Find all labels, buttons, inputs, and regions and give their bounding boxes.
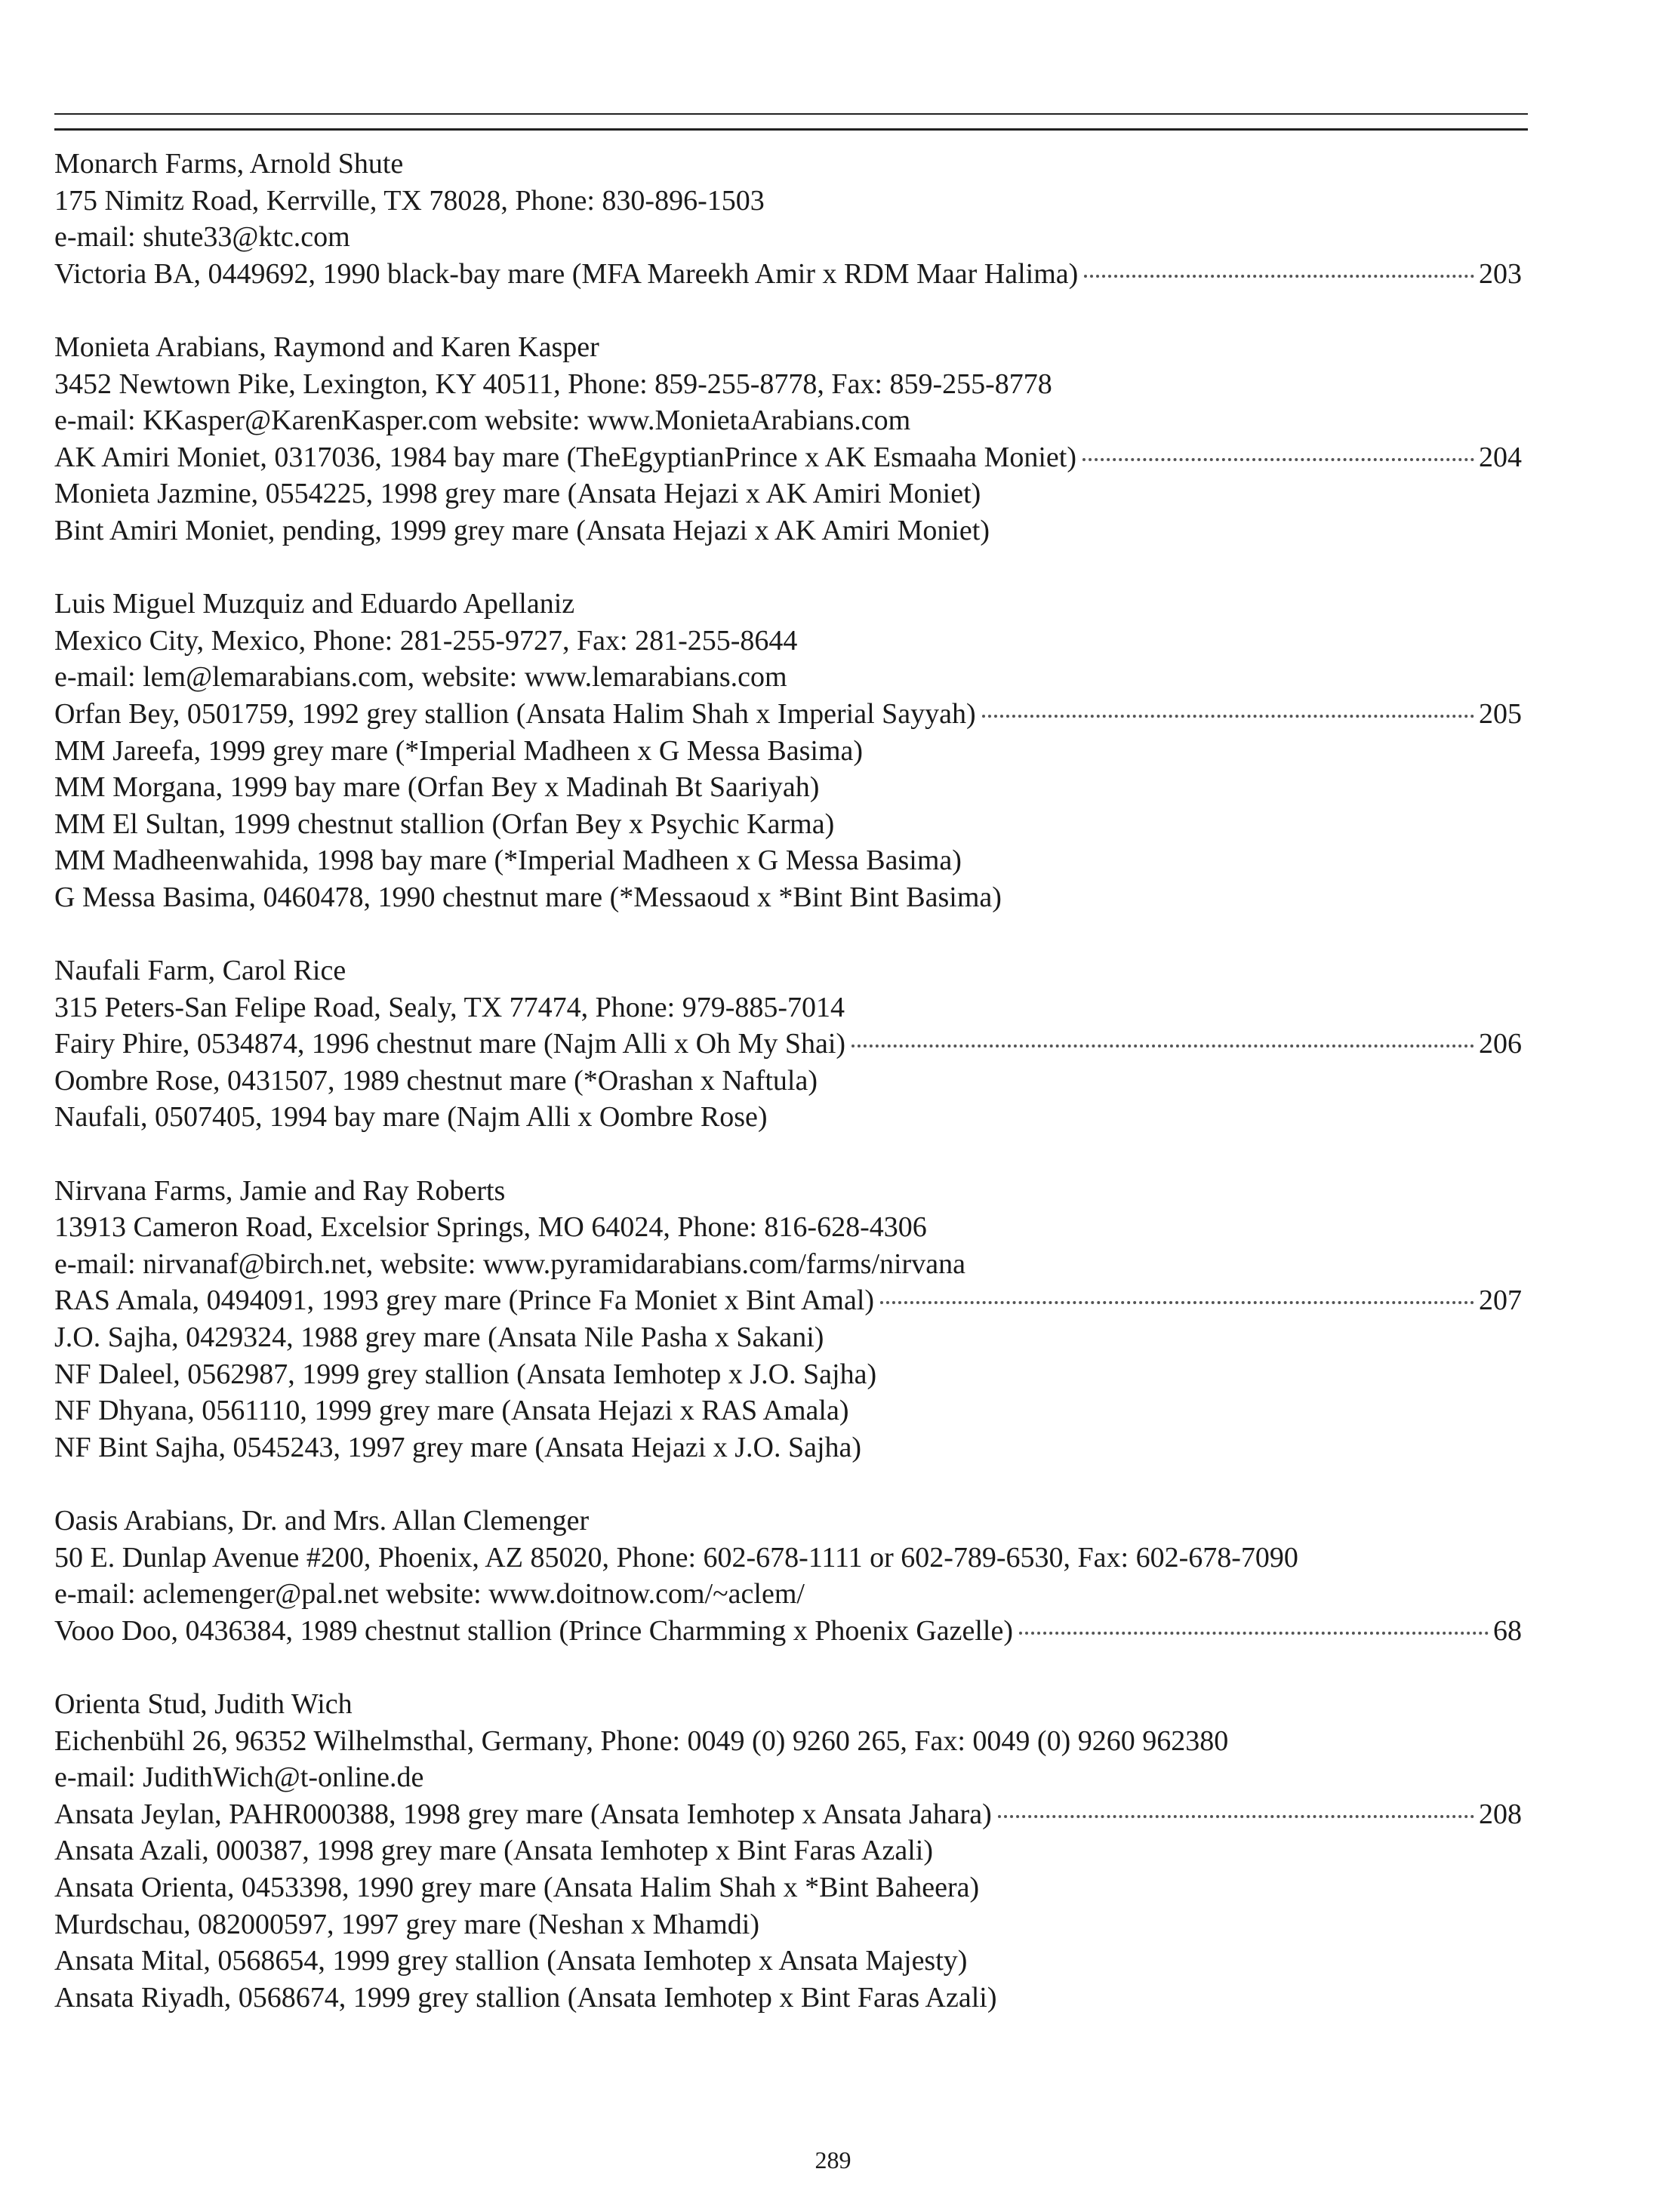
owner-name: Orienta Stud, Judith Wich	[54, 1687, 353, 1720]
owner-contact: e-mail: nirvanaf@birch.net, website: www.pyramidarabians.com/farms/nirvana	[54, 1248, 965, 1280]
owner-address: 175 Nimitz Road, Kerrville, TX 78028, Phone: 830-896-1503	[54, 184, 765, 217]
page-reference: 203	[1479, 257, 1522, 290]
horse-listing	[54, 1429, 1522, 1466]
horse-listing	[54, 475, 1522, 512]
owner-name: Oasis Arabians, Dr. and Mrs. Allan Clemenger	[54, 1504, 590, 1537]
page-reference: 207	[1479, 1284, 1522, 1317]
horse-listing	[54, 733, 1522, 770]
horse-description: Naufali, 0507405, 1994 bay mare (Najm Alli x Oombre Rose)	[54, 1101, 768, 1134]
breeder-directory	[54, 146, 1522, 2053]
horse-description: MM Madheenwahida, 1998 bay mare (*Imperial Madheen x G Messa Basima)	[54, 844, 962, 877]
horse-description: RAS Amala, 0494091, 1993 grey mare (Prince Fa Moniet x Bint Amal)	[54, 1284, 875, 1317]
horse-listing	[54, 1063, 1522, 1100]
horse-listing	[54, 1392, 1522, 1429]
owner-name: Monarch Farms, Arnold Shute	[54, 148, 404, 180]
horse-description: Vooo Doo, 0436384, 1989 chestnut stallion (Prince Charmming x Phoenix Gazelle)	[54, 1614, 1014, 1647]
horse-listing	[54, 1099, 1522, 1136]
horse-description: NF Dhyana, 0561110, 1999 grey mare (Ansata Hejazi x RAS Amala)	[54, 1395, 849, 1427]
breeder-entry	[54, 329, 1522, 549]
dot-leader	[998, 1815, 1474, 1818]
horse-description: NF Daleel, 0562987, 1999 grey stallion (Ansata Iemhotep x J.O. Sajha)	[54, 1358, 877, 1390]
horse-description: NF Bint Sajha, 0545243, 1997 grey mare (Ansata Hejazi x J.O. Sajha)	[54, 1431, 862, 1463]
horse-listing	[54, 512, 1522, 549]
horse-description: Oombre Rose, 0431507, 1989 chestnut mare (*Orashan x Naftula)	[54, 1064, 818, 1097]
horse-listing	[54, 1943, 1522, 1980]
dot-leader	[982, 715, 1474, 718]
dot-leader	[1082, 458, 1474, 461]
breeder-entry	[54, 1173, 1522, 1466]
breeder-entry	[54, 952, 1522, 1136]
page-reference: 68	[1493, 1614, 1522, 1647]
horse-listing	[54, 842, 1522, 879]
dot-leader	[851, 1044, 1474, 1048]
horse-description: Ansata Orienta, 0453398, 1990 grey mare (Ansata Halim Shah x *Bint Baheera)	[54, 1871, 980, 1903]
breeder-entry	[54, 586, 1522, 915]
owner-contact: e-mail: lem@lemarabians.com, website: www.lemarabians.com	[54, 661, 787, 694]
owner-address: 3452 Newtown Pike, Lexington, KY 40511, Phone: 859-255-8778, Fax: 859-255-8778	[54, 368, 1052, 400]
horse-listing	[54, 1906, 1522, 1943]
owner-address: 315 Peters-San Felipe Road, Sealy, TX 77474, Phone: 979-885-7014	[54, 991, 845, 1023]
horse-description: Orfan Bey, 0501759, 1992 grey stallion (Ansata Halim Shah x Imperial Sayyah)	[54, 697, 976, 730]
horse-description: MM El Sultan, 1999 chestnut stallion (Orfan Bey x Psychic Karma)	[54, 808, 835, 840]
horse-description: Victoria BA, 0449692, 1990 black-bay mare (MFA Mareekh Amir x RDM Maar Halima)	[54, 257, 1079, 290]
page-reference: 205	[1479, 697, 1522, 730]
owner-name: Luis Miguel Muzquiz and Eduardo Apellaniz	[54, 588, 575, 620]
horse-description: Fairy Phire, 0534874, 1996 chestnut mare (Najm Alli x Oh My Shai)	[54, 1028, 846, 1060]
horse-listing	[54, 1832, 1522, 1869]
header-rule-thin	[54, 113, 1528, 115]
horse-listing	[54, 696, 1522, 733]
page-reference: 206	[1479, 1028, 1522, 1060]
horse-listing	[54, 256, 1522, 293]
horse-listing	[54, 439, 1522, 476]
owner-contact: e-mail: KKasper@KarenKasper.com website: www.MonietaArabians.com	[54, 405, 911, 437]
horse-description: Ansata Riyadh, 0568674, 1999 grey stallion (Ansata Iemhotep x Bint Faras Azali)	[54, 1981, 997, 2014]
owner-name: Nirvana Farms, Jamie and Ray Roberts	[54, 1174, 506, 1207]
horse-listing	[54, 806, 1522, 843]
horse-listing	[54, 769, 1522, 806]
horse-listing	[54, 1319, 1522, 1356]
owner-contact: e-mail: aclemenger@pal.net website: www.doitnow.com/~aclem/	[54, 1578, 805, 1611]
breeder-entry	[54, 1686, 1522, 2016]
horse-description: Bint Amiri Moniet, pending, 1999 grey mare (Ansata Hejazi x AK Amiri Moniet)	[54, 514, 990, 546]
horse-listing	[54, 1282, 1522, 1319]
horse-description: G Messa Basima, 0460478, 1990 chestnut mare (*Messaoud x *Bint Bint Basima)	[54, 881, 1002, 913]
owner-name: Naufali Farm, Carol Rice	[54, 955, 346, 987]
owner-address: 50 E. Dunlap Avenue #200, Phoenix, AZ 85020, Phone: 602-678-1111 or 602-789-6530, Fax: 602-678-7090	[54, 1541, 1298, 1574]
horse-description: Ansata Mital, 0568654, 1999 grey stallion (Ansata Iemhotep x Ansata Majesty)	[54, 1945, 968, 1977]
horse-description: Ansata Azali, 000387, 1998 grey mare (Ansata Iemhotep x Bint Faras Azali)	[54, 1835, 933, 1867]
dot-leader	[1084, 275, 1474, 278]
page-reference: 204	[1479, 441, 1522, 473]
horse-listing	[54, 1026, 1522, 1063]
owner-address: Mexico City, Mexico, Phone: 281-255-9727, Fax: 281-255-8644	[54, 624, 798, 657]
horse-description: J.O. Sajha, 0429324, 1988 grey mare (Ansata Nile Pasha x Sakani)	[54, 1321, 824, 1353]
dot-leader	[880, 1301, 1474, 1304]
horse-description: Murdschau, 082000597, 1997 grey mare (Neshan x Mhamdi)	[54, 1908, 759, 1940]
horse-listing	[54, 1356, 1522, 1393]
horse-description: MM Jareefa, 1999 grey mare (*Imperial Madheen x G Messa Basima)	[54, 734, 864, 767]
owner-contact: e-mail: shute33@ktc.com	[54, 221, 350, 254]
header-rule-thick	[54, 128, 1528, 131]
horse-description: Monieta Jazmine, 0554225, 1998 grey mare (Ansata Hejazi x AK Amiri Moniet)	[54, 478, 981, 510]
page-reference: 208	[1479, 1798, 1522, 1830]
owner-name: Monieta Arabians, Raymond and Karen Kasper	[54, 331, 599, 363]
horse-description: MM Morgana, 1999 bay mare (Orfan Bey x Madinah Bt Saariyah)	[54, 771, 820, 804]
horse-listing	[54, 1869, 1522, 1906]
owner-contact: e-mail: JudithWich@t-online.de	[54, 1761, 424, 1794]
owner-address: Eichenbühl 26, 96352 Wilhelmsthal, Germany, Phone: 0049 (0) 9260 265, Fax: 0049 (0) 9260 962380	[54, 1724, 1229, 1757]
horse-listing	[54, 1796, 1522, 1833]
owner-address: 13913 Cameron Road, Excelsior Springs, MO 64024, Phone: 816-628-4306	[54, 1211, 927, 1244]
horse-listing	[54, 1613, 1522, 1650]
dot-leader	[1019, 1632, 1489, 1635]
horse-description: AK Amiri Moniet, 0317036, 1984 bay mare (TheEgyptianPrince x AK Esmaaha Moniet)	[54, 441, 1077, 473]
breeder-entry	[54, 146, 1522, 292]
horse-listing	[54, 879, 1522, 916]
page-number: 289	[815, 2146, 851, 2174]
horse-listing	[54, 1980, 1522, 2017]
breeder-entry	[54, 1503, 1522, 1649]
horse-description: Ansata Jeylan, PAHR000388, 1998 grey mare (Ansata Iemhotep x Ansata Jahara)	[54, 1798, 992, 1830]
